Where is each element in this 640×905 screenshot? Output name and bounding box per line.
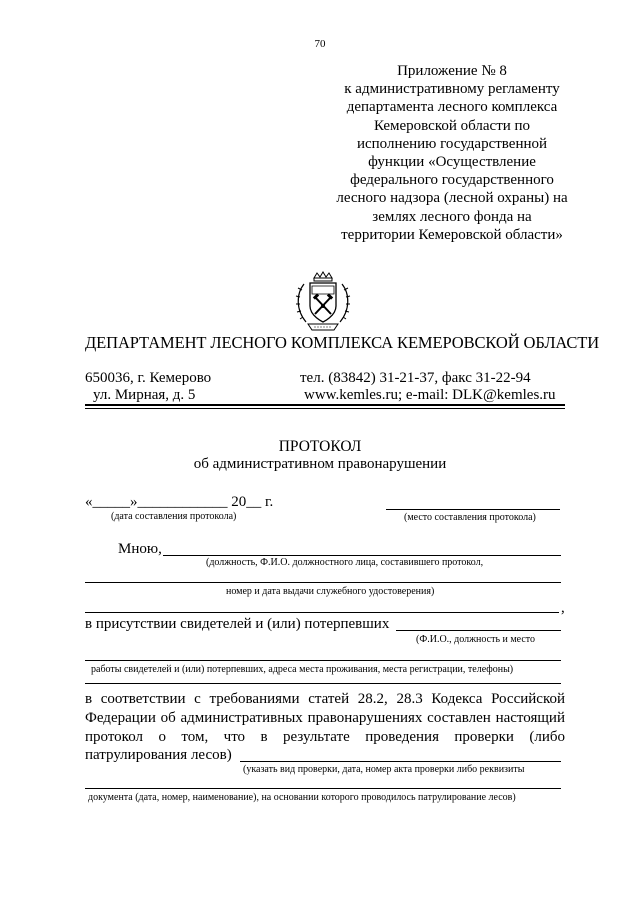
appendix-line: лесного надзора (лесной охраны) на [336, 190, 568, 207]
inspection-line [240, 761, 561, 762]
body-text-line: протокол о том, что в результате проведения проверки (либо [85, 729, 565, 745]
appendix-line: землях лесного фонда на [372, 208, 532, 225]
header-divider-thin [85, 408, 565, 409]
appendix-line: территории Кемеровской области» [341, 226, 563, 243]
appendix-line: федерального государственного [350, 172, 554, 189]
inspection-hint-2: документа (дата, номер, наименование), на основании которого проводилось патрулирование лесов) [88, 792, 516, 803]
date-field: «_____»____________ 20__ г. [85, 494, 274, 510]
header-divider-thick [85, 404, 565, 406]
address-street: ул. Мирная, д. 5 [93, 387, 196, 403]
inspection-hint-1: (указать вид проверки, дата, номер акта проверки либо реквизиты [243, 764, 525, 775]
department-title: ДЕПАРТАМЕНТ ЛЕСНОГО КОМПЛЕКСА КЕМЕРОВСКОЙ ОБЛАСТИ [85, 333, 600, 352]
appendix-note [318, 62, 586, 244]
appendix-line: исполнению государственной [356, 135, 548, 152]
id-line [85, 582, 561, 583]
witnesses-hint-2: работы свидетелей и (или) потерпевших, адреса места проживания, места регистрации, телефоны) [91, 664, 514, 675]
body-text-line: в соответствии с требованиями статей 28.2, 28.3 Кодекса Российской [85, 691, 565, 707]
protocol-subtitle: об административном правонарушении [193, 456, 447, 472]
by-me-label: Мною, [118, 541, 162, 557]
witnesses-line-2 [85, 660, 561, 661]
separator-line [85, 683, 561, 684]
witnesses-line [396, 630, 561, 631]
body-text-line: патрулирования лесов) [85, 747, 232, 763]
contact-web-email: www.kemles.ru; e-mail: DLK@kemles.ru [304, 387, 556, 403]
appendix-line: Кемеровской области по [373, 117, 531, 134]
official-line [163, 555, 561, 556]
appendix-line: функции «Осуществление [368, 154, 536, 171]
coat-of-arms-emblem [290, 270, 356, 334]
place-hint: (место составления протокола) [404, 512, 536, 523]
page-number: 70 [314, 38, 326, 50]
place-line [386, 509, 560, 510]
contact-phone: тел. (83842) 31-21-37, факс 31-22-94 [300, 370, 531, 386]
line-comma: , [561, 600, 565, 616]
appendix-line: к административному регламенту [344, 81, 560, 98]
blank-line [85, 612, 559, 613]
address-city: 650036, г. Кемерово [85, 370, 212, 386]
appendix-line: Приложение № 8 [397, 63, 507, 79]
witnesses-hint-1: (Ф.И.О., должность и место [416, 634, 536, 645]
inspection-line-2 [85, 788, 561, 789]
official-hint: (должность, Ф.И.О. должностного лица, составившего протокол, [206, 557, 484, 568]
appendix-line: департамента лесного комплекса [346, 99, 558, 116]
witnesses-label: в присутствии свидетелей и (или) потерпевших [85, 616, 390, 632]
body-text-line: Федерации об административных правонарушениях составлен настоящий [85, 710, 565, 726]
protocol-title: ПРОТОКОЛ [278, 438, 362, 455]
date-hint: (дата составления протокола) [111, 511, 237, 522]
id-hint: номер и дата выдачи служебного удостоверения) [226, 586, 435, 597]
